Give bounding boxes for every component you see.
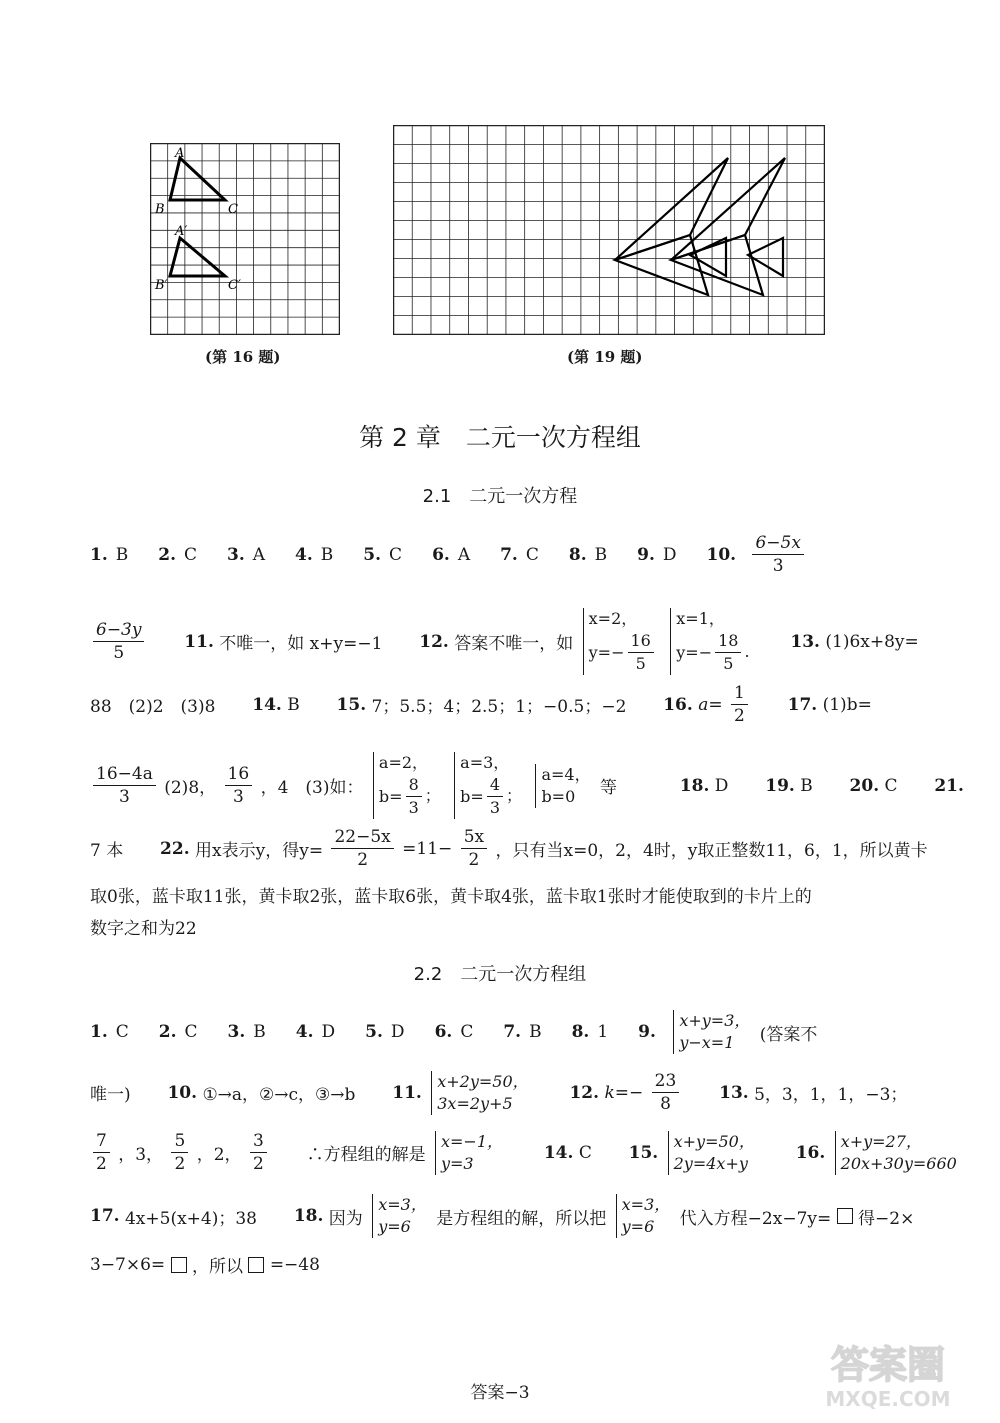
s2-q18-line2c: =−48 xyxy=(269,1254,320,1275)
s2-q9-tail: (答案不 xyxy=(759,1024,818,1045)
question-number: 6. xyxy=(432,544,450,565)
question-number: 8. xyxy=(568,544,587,565)
q22-fraction-1: $\frac{22-5x}{2}$ xyxy=(331,826,393,871)
q10-fraction-2: $\frac{6-3y}{5}$ xyxy=(93,619,144,664)
s2-q13-tail: ∴方程组的解是 xyxy=(306,1145,426,1165)
q14-number: 14. xyxy=(252,694,282,715)
q22-number: 22. xyxy=(160,838,190,859)
question-number: 9. xyxy=(638,1022,656,1043)
question-number: 4. xyxy=(295,544,313,565)
answer-choice: B xyxy=(529,1022,542,1043)
figure-19-grid xyxy=(393,125,825,335)
q18-number: 18. xyxy=(679,775,710,796)
question-number: 5. xyxy=(363,544,382,565)
s2-q13-mid-2: ，2， xyxy=(196,1145,242,1165)
q17-text-3: ，4 (3)如： xyxy=(260,778,364,798)
question-number: 1. xyxy=(90,544,108,565)
s2-q18-system-1: x=3， y=6 xyxy=(372,1194,427,1238)
q17-fraction-2: $\frac{16}{3}$ xyxy=(225,763,253,808)
s2-q16-number: 16. xyxy=(795,1142,826,1163)
s2-q13-mid-1: ，3， xyxy=(118,1145,164,1165)
question-number: 7. xyxy=(500,544,518,565)
question-number: 7. xyxy=(503,1022,522,1043)
s2-q13-frac-1: $\frac{7}{2}$ xyxy=(93,1130,110,1175)
q17-text-2: (2)8， xyxy=(164,778,217,798)
answer-choice: C xyxy=(389,544,403,565)
s2-q13-system: x=−1， y=3 xyxy=(435,1131,503,1175)
q19-answer: B xyxy=(800,775,813,796)
s2-q18-post: 代入方程−2x−7y= xyxy=(679,1208,832,1229)
label-b-prime: B′ xyxy=(155,278,168,293)
s2-line-3 xyxy=(90,1130,957,1175)
q17-tail: 等 xyxy=(599,778,617,798)
answer-choice: C xyxy=(115,1022,129,1043)
s1-line-2 xyxy=(90,608,919,675)
s1-line-3 xyxy=(90,682,910,727)
question-number: 5. xyxy=(365,1022,383,1043)
question-number: 10. xyxy=(706,544,737,565)
answer-choice: C xyxy=(460,1022,474,1043)
answer-choice: C xyxy=(525,544,539,565)
s1-line-1 xyxy=(90,532,910,577)
shape-1-tail xyxy=(615,235,708,295)
triangle-abc-prime xyxy=(170,238,225,276)
q15-answer: 7；5.5；4；2.5；1；−0.5；−2 xyxy=(371,697,627,717)
figure-19-caption: (第 19 题) xyxy=(567,348,643,366)
q13-text-1: (1)6x+8y= xyxy=(825,631,919,652)
s2-q10-number: 10. xyxy=(167,1082,198,1103)
s2-q18-system-2: x=3， y=6 xyxy=(616,1194,671,1238)
blank-box-icon xyxy=(837,1208,853,1224)
s2-q17-answer: 4x+5(x+4)；38 xyxy=(124,1208,257,1229)
page-footer: 答案−3 xyxy=(470,1383,530,1403)
s1-line-6: 取0张，蓝卡取11张，黄卡取2张，蓝卡取6张，黄卡取4张，蓝卡取1张时才能使取到的卡片上的 xyxy=(90,887,812,907)
s2-q9-tail-2: 唯一) xyxy=(90,1085,131,1105)
q17-system-1: a=2， b= $\frac{8}{3}$ ； xyxy=(373,752,441,819)
s2-q11-number: 11. xyxy=(392,1082,422,1103)
s2-q14-number: 14. xyxy=(543,1142,574,1163)
q12-system-2: x=1， y=− $\frac{18}{5}$ . xyxy=(670,608,749,675)
question-number: 8. xyxy=(571,1022,590,1043)
q12-text: 答案不唯一，如 xyxy=(454,634,574,654)
section-2-1-title: 2.1 二元一次方程 xyxy=(422,486,578,507)
answer-choice: 1 xyxy=(597,1022,609,1043)
q19-number: 19. xyxy=(765,775,795,796)
answer-choice: A xyxy=(457,544,471,565)
s2-q15-number: 15. xyxy=(628,1142,659,1163)
q20-number: 20. xyxy=(849,775,880,796)
q16-prefix: a= xyxy=(698,694,723,715)
answer-choice: B xyxy=(115,544,129,565)
question-number: 2. xyxy=(158,1022,177,1043)
label-c-prime: C′ xyxy=(228,278,241,293)
question-number: 2. xyxy=(158,544,176,565)
s1-line-5 xyxy=(90,826,928,871)
s2-q9-system: x+y=3， y−x=1 xyxy=(673,1010,750,1054)
s2-q14-answer: C xyxy=(578,1142,592,1163)
blank-box-icon xyxy=(248,1257,264,1273)
q16-fraction: $\frac{1}{2}$ xyxy=(731,682,748,727)
s2-q13-number: 13. xyxy=(719,1082,749,1103)
s1-line-4 xyxy=(90,752,964,819)
answer-choice: C xyxy=(184,544,198,565)
svg-text:MXQE.COM: MXQE.COM xyxy=(825,1387,951,1411)
q21-answer: 7 本 xyxy=(90,841,124,861)
answer-choice: B xyxy=(594,544,608,565)
answer-choice: A xyxy=(252,544,266,565)
chapter-title: 第 2 章 二元一次方程组 xyxy=(359,423,641,452)
q17-number: 17. xyxy=(787,694,818,715)
s2-q12-number: 12. xyxy=(569,1082,600,1103)
q22-mid: =11− xyxy=(402,838,453,859)
s2-q13-frac-2: $\frac{5}{2}$ xyxy=(171,1130,188,1175)
figure-16-grid xyxy=(150,143,340,335)
s2-q13-answer: 5，3，1，1，−3； xyxy=(754,1085,908,1105)
s2-q18-mid: 是方程组的解，所以把 xyxy=(436,1208,607,1229)
figure-16-caption: (第 16 题) xyxy=(205,348,281,366)
q15-number: 15. xyxy=(336,694,367,715)
s2-line-2 xyxy=(90,1070,910,1115)
s2-line-4 xyxy=(90,1194,915,1238)
s2-q18-line2a: 3−7×6= xyxy=(90,1254,166,1275)
answer-choice: B xyxy=(320,544,334,565)
section-2-2-title: 2.2 二元一次方程组 xyxy=(413,964,587,985)
answer-choice: D xyxy=(390,1022,405,1043)
s2-line-5 xyxy=(90,1252,910,1277)
q22-fraction-2: $\frac{5x}{2}$ xyxy=(461,826,487,871)
label-a: A xyxy=(175,146,185,161)
q22-prefix: 用x表示y，得y= xyxy=(195,841,324,861)
q17-text-1: (1)b= xyxy=(822,694,872,715)
question-number: 6. xyxy=(434,1022,453,1043)
s2-q11-system: x+2y=50， 3x=2y+5 xyxy=(431,1071,528,1115)
question-number: 3. xyxy=(227,1022,246,1043)
s2-q18-number: 18. xyxy=(293,1206,324,1226)
question-number: 3. xyxy=(227,544,245,565)
s2-q13-frac-3: $\frac{3}{2}$ xyxy=(250,1130,267,1175)
question-number: 1. xyxy=(90,1022,108,1043)
s2-q12-prefix: k=− xyxy=(604,1082,644,1103)
s2-q17-number: 17. xyxy=(90,1206,120,1226)
q21-number: 21. xyxy=(934,775,964,796)
q17-system-3: a=4， b=0 xyxy=(535,764,590,808)
s2-q12-fraction: $\frac{23}{8}$ xyxy=(652,1070,680,1115)
q10-fraction-1: $\frac{6-5x}{3}$ xyxy=(752,532,803,577)
s2-q18-line2b: ，所以 xyxy=(192,1257,243,1277)
answer-choice: B xyxy=(253,1022,266,1043)
s2-line-1 xyxy=(90,1010,910,1054)
blank-box-icon xyxy=(171,1257,187,1273)
s2-q16-system: x+y=27， 20x+30y=660 xyxy=(835,1131,957,1175)
question-number: 9. xyxy=(637,544,655,565)
s2-q18-prefix: 因为 xyxy=(328,1208,363,1229)
q16-number: 16. xyxy=(663,694,693,715)
q18-answer: D xyxy=(714,775,729,796)
q13-number: 13. xyxy=(790,631,820,652)
q17-system-2: a=3， b= $\frac{4}{3}$ ； xyxy=(454,752,522,819)
q22-post: ，只有当x=0，2，4时，y取正整数11，6，1，所以黄卡 xyxy=(495,841,928,861)
answer-choice: C xyxy=(184,1022,198,1043)
label-c: C xyxy=(228,202,238,217)
s1-line-7: 数字之和为22 xyxy=(90,919,197,939)
q13-text-2: 88 (2)2 (3)8 xyxy=(90,697,216,717)
answer-choice: D xyxy=(321,1022,336,1043)
shape-4 xyxy=(748,238,783,276)
q12-system-1: x=2， y=− $\frac{16}{5}$ xyxy=(583,608,657,675)
q17-fraction-1: $\frac{16-4a}{3}$ xyxy=(93,763,156,808)
s2-q18-post-2: 得−2× xyxy=(858,1208,915,1229)
q11-number: 11. xyxy=(184,631,214,652)
s2-q10-answer: ①→a，②→c，③→b xyxy=(202,1085,356,1105)
label-a-prime: A′ xyxy=(175,224,188,239)
q12-number: 12. xyxy=(419,631,449,652)
s2-q15-system: x+y=50， 2y=4x+y xyxy=(668,1131,755,1175)
q14-answer: B xyxy=(287,694,300,715)
q11-answer: 不唯一，如 x+y=−1 xyxy=(219,634,383,654)
question-number: 4. xyxy=(295,1022,314,1043)
answer-choice: D xyxy=(662,544,677,565)
watermark-logo xyxy=(788,1332,988,1412)
label-b: B xyxy=(155,202,165,217)
q20-answer: C xyxy=(884,775,898,796)
svg-text:答案圈: 答案圈 xyxy=(830,1343,946,1387)
triangle-abc xyxy=(170,158,225,200)
